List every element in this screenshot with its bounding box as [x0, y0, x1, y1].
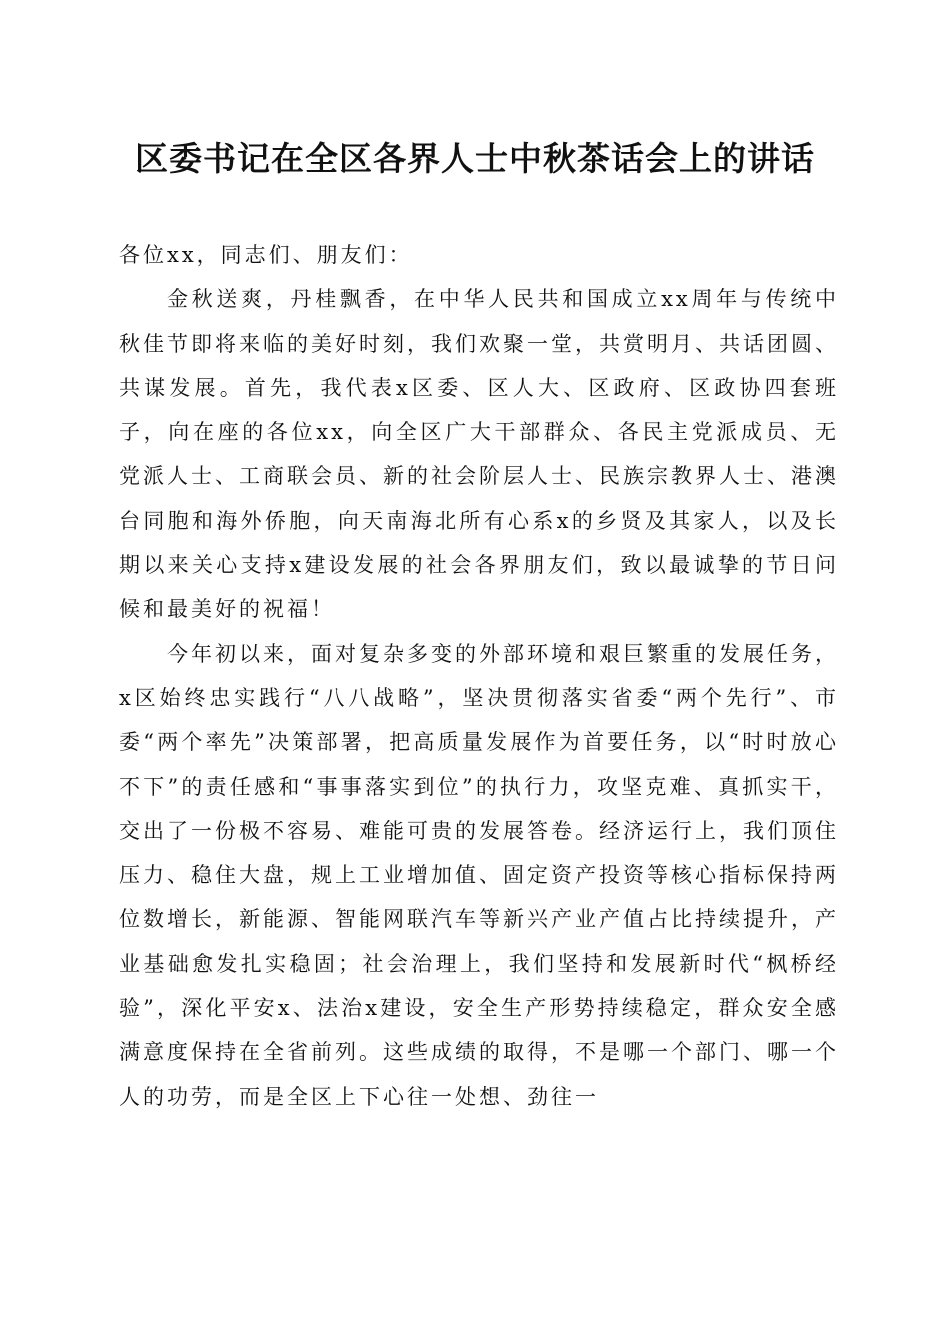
document-title: 区委书记在全区各界人士中秋茶话会上的讲话	[135, 139, 815, 178]
paragraph-holiday-greetings: 金秋送爽，丹桂飘香，在中华人民共和国成立xx周年与传统中秋佳节即将来临的美好时刻，我们欢聚一堂，共赏明月、共话团圆、共谋发展。首先，我代表x区委、区人大、区政府、区政协四套班子，向在座的各位xx，向全区广大干部群众、各民主党派成员、无党派人士、工商联会员、新的社会阶层人士、民族宗教界人士、港澳台同胞和海外侨胞，向天南海北所有心系x的乡贤及其家人，以及长期以来关心支持x建设发展的社会各界朋友们，致以最诚挚的节日问候和最美好的祝福！	[119, 287, 839, 622]
document-body	[119, 233, 839, 1119]
greeting-line: 各位xx，同志们、朋友们：	[119, 243, 413, 267]
paragraph-achievements: 今年初以来，面对复杂多变的外部环境和艰巨繁重的发展任务，x区始终忠实践行“八八战略”，坚决贯彻落实省委“两个先行”、市委“两个率先”决策部署，把高质量发展作为首要任务，以“时时放心不下”的责任感和“事事落实到位”的执行力，攻坚克难、真抓实干，交出了一份极不容易、难能可贵的发展答卷。经济运行上，我们顶住压力、稳住大盘，规上工业增加值、固定资产投资等核心指标保持两位数增长，新能源、智能网联汽车等新兴产业产值占比持续提升，产业基础愈发扎实稳固；社会治理上，我们坚持和发展新时代“枫桥经验”，深化平安x、法治x建设，安全生产形势持续稳定，群众安全感满意度保持在全省前列。这些成绩的取得，不是哪一个部门、哪一个人的功劳，而是全区上下心往一处想、劲往一	[119, 641, 839, 1109]
